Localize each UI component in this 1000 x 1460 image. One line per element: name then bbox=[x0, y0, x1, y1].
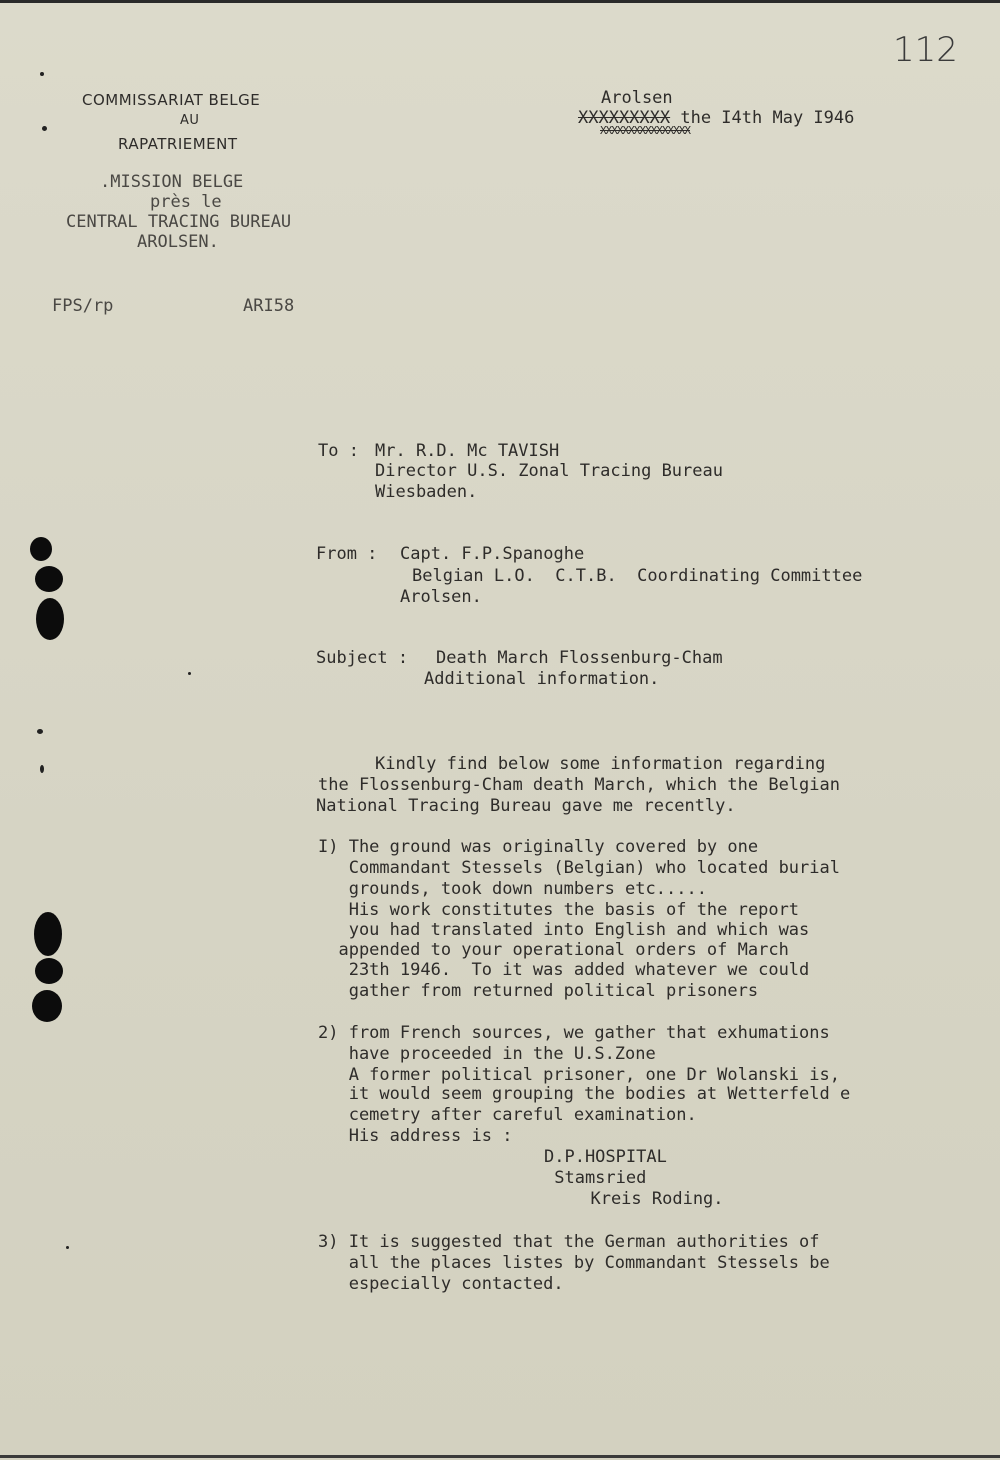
to-name: Mr. R.D. Mc TAVISH bbox=[375, 441, 560, 461]
speck bbox=[40, 72, 44, 76]
header-rapatriement: RAPATRIEMENT bbox=[118, 135, 238, 153]
speck bbox=[66, 1246, 69, 1249]
header-au: AU bbox=[180, 113, 200, 128]
subject-line-2: Additional information. bbox=[424, 669, 660, 689]
subject-line-1: Death March Flossenburg-Cham bbox=[436, 648, 723, 668]
intro-line-2: the Flossenburg-Cham death March, which the Belgian bbox=[318, 775, 840, 795]
speck bbox=[40, 765, 44, 773]
intro-line-1: Kindly find below some information regarding bbox=[375, 754, 826, 774]
point-3-line: 3) It is suggested that the German authorities of bbox=[318, 1232, 820, 1252]
mission-line-3: CENTRAL TRACING BUREAU bbox=[66, 212, 292, 232]
address-line: D.P.HOSPITAL bbox=[544, 1147, 667, 1167]
speck bbox=[37, 729, 43, 734]
point-1-line: Commandant Stessels (Belgian) who located burial bbox=[318, 858, 840, 878]
from-title: Belgian L.O. C.T.B. Coordinating Committee bbox=[412, 566, 863, 586]
point-2-line: it would seem grouping the bodies at Wetterfeld e bbox=[318, 1084, 851, 1104]
punch-hole bbox=[35, 958, 63, 984]
header-commissariat: COMMISSARIAT BELGE bbox=[82, 91, 261, 109]
speck bbox=[188, 672, 191, 675]
point-3-line: especially contacted. bbox=[318, 1274, 564, 1294]
point-1-line: you had translated into English and which was bbox=[318, 920, 810, 940]
point-1-line: gather from returned political prisoners bbox=[318, 981, 759, 1001]
point-2-line: 2) from French sources, we gather that exhumations bbox=[318, 1023, 830, 1043]
mission-line-4: AROLSEN. bbox=[137, 232, 219, 252]
point-1-line: appended to your operational orders of March bbox=[318, 940, 789, 960]
from-city: Arolsen. bbox=[400, 587, 482, 607]
punch-hole bbox=[35, 566, 63, 592]
speck bbox=[42, 126, 47, 131]
point-2-line: cemetry after careful examination. bbox=[318, 1105, 697, 1125]
point-1-line: grounds, took down numbers etc..... bbox=[318, 879, 707, 899]
header-city: Arolsen bbox=[601, 88, 673, 108]
from-label: From : bbox=[316, 544, 378, 564]
address-line: Stamsried bbox=[544, 1168, 647, 1188]
punch-hole bbox=[36, 598, 64, 640]
scan-top-edge bbox=[0, 0, 1000, 3]
address-line: Kreis Roding. bbox=[570, 1189, 724, 1209]
point-3-line: all the places listes by Commandant Stessels be bbox=[318, 1253, 830, 1273]
to-title: Director U.S. Zonal Tracing Bureau bbox=[375, 461, 723, 481]
intro-line-3: National Tracing Bureau gave me recently. bbox=[316, 796, 736, 816]
punch-hole bbox=[30, 537, 52, 561]
struck-out-line: XXXXXXXXXXXXXXXX bbox=[600, 124, 690, 137]
reference-initials: FPS/rp bbox=[52, 296, 114, 316]
reference-number: ARI58 bbox=[243, 296, 295, 316]
mission-line-2: près le bbox=[150, 192, 222, 212]
point-2-line: have proceeded in the U.S.Zone bbox=[318, 1044, 656, 1064]
point-1-line: His work constitutes the basis of the report bbox=[318, 900, 800, 920]
subject-label: Subject : bbox=[316, 648, 409, 668]
mission-line-1: .MISSION BELGE bbox=[100, 172, 244, 192]
point-2-line: A former political prisoner, one Dr Wolanski is, bbox=[318, 1065, 840, 1085]
letter-date: the I4th May I946 bbox=[670, 108, 855, 128]
to-label: To : bbox=[318, 441, 359, 461]
from-name: Capt. F.P.Spanoghe bbox=[400, 544, 585, 564]
scan-bottom-edge bbox=[0, 1455, 1000, 1458]
page-number: 112 bbox=[893, 30, 958, 70]
to-city: Wiesbaden. bbox=[375, 482, 478, 502]
punch-hole bbox=[34, 912, 62, 956]
point-1-line: 23th 1946. To it was added whatever we could bbox=[318, 960, 810, 980]
point-1-line: I) The ground was originally covered by one bbox=[318, 837, 759, 857]
struck-out-text: XXXXXXXXX bbox=[578, 108, 671, 128]
point-2-line: His address is : bbox=[318, 1126, 513, 1146]
punch-hole bbox=[32, 990, 62, 1022]
